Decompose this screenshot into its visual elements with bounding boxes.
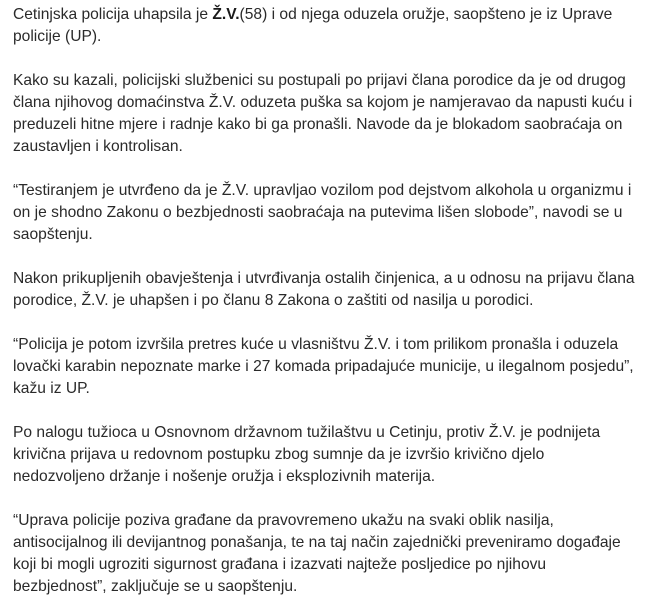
paragraph-5: “Policija je potom izvršila pretres kuće u vlasništvu Ž.V. i tom prilikom pronašla i oduzela lovački karabin nepoznate marke i 27 komada pripadajuće municije, u ilegalnom posjedu”, kažu iz UP. [13,336,634,397]
intro-text-start: Cetinjska policija uhapsila je [13,6,213,23]
paragraph-2: Kako su kazali, policijski službenici su postupali po prijavi člana porodice da je od drugog člana njihovog domaćinstva Ž.V. oduzeta puška sa kojom je namjeravao da napusti kuću i preduzeli hitne mjere i radnje kako bi ga pronašli. Navode da je blokadom saobraćaja on zaustavljen i kontrolisan. [13,72,633,155]
paragraph-3: “Testiranjem je utvrđeno da je Ž.V. upravljao vozilom pod dejstvom alkohola u organizmu i on je shodno Zakonu o bezbjednosti saobraćaja na putevima lišen slobode”, navodi se u saopštenju. [13,182,632,243]
intro-text-end: (58) i od njega oduzela oružje, saopšteno je iz Uprave policije (UP). [13,6,613,45]
paragraph-intro [13,4,636,48]
paragraph-7: “Uprava policije poziva građane da pravovremeno ukažu na svaki oblik nasilja, antisocijalnog ili devijantnog ponašanja, te na taj način zajednički preveniramo događaje koji bi mogli ugroziti sigurnost građana i izazvati najteže posljedice po njihovu bezbjednost”, zaključuje se u saopštenju. [13,512,621,595]
paragraph-6: Po nalogu tužioca u Osnovnom državnom tužilaštvu u Cetinju, protiv Ž.V. je podnijeta krivična prijava u redovnom postupku zbog sumnje da je izvršio krivično djelo nedozvoljeno držanje i nošenje oružja i eksplozivnih materija. [13,424,601,485]
paragraph-4: Nakon prikupljenih obavještenja i utvrđivanja ostalih činjenica, a u odnosu na prijavu člana porodice, Ž.V. je uhapšen i po članu 8 Zakona o zaštiti od nasilja u porodici. [13,270,635,309]
suspect-initials: Ž.V. [212,6,240,23]
